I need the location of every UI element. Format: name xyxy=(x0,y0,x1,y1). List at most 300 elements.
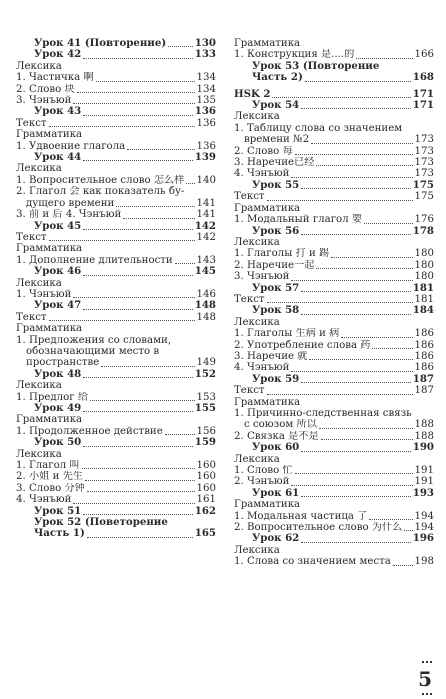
toc-entry-title: 2. Употребление слова 药 xyxy=(234,339,371,351)
toc-page-number: 184 xyxy=(412,304,434,317)
toc-section-heading xyxy=(234,38,434,49)
toc-entry-title: 1. Модальный глагол 要 xyxy=(234,214,363,226)
page-number-rule-bottom xyxy=(422,693,432,695)
toc-page-number: 173 xyxy=(414,157,434,169)
toc-page-number: 143 xyxy=(196,254,216,266)
toc-page-number: 188 xyxy=(414,419,434,431)
toc-page-number: 142 xyxy=(196,231,216,243)
toc-page-number: 194 xyxy=(414,522,434,534)
toc-section-heading xyxy=(234,203,434,214)
toc-entry-title: 2. Наречие一起 xyxy=(234,259,315,271)
toc-section-heading xyxy=(16,414,216,425)
dot-leader xyxy=(267,192,413,201)
toc-entry-title: Урок 57 xyxy=(252,282,300,294)
toc-entry-title: Текст xyxy=(234,385,265,397)
toc-section-heading xyxy=(234,397,434,408)
toc-entry-title: дущего времени xyxy=(26,197,115,209)
toc-lesson-entry xyxy=(234,305,434,316)
toc-entry-title: 3. Наречие已经 xyxy=(234,157,315,169)
toc-entry-title: Урок 53 (Повторение xyxy=(252,60,380,72)
toc-entry-title: 4. Чэнъюй xyxy=(16,494,72,506)
toc-item xyxy=(234,476,434,487)
toc-page-number: 194 xyxy=(414,510,434,522)
toc-page-number: 149 xyxy=(196,357,216,369)
toc-entry-title: Урок 50 xyxy=(34,437,82,449)
toc-page-number: 155 xyxy=(194,402,216,414)
toc-lesson-entry xyxy=(234,180,434,191)
dot-leader xyxy=(186,175,194,184)
toc-entry-title: пространстве xyxy=(26,357,100,369)
dot-leader xyxy=(82,460,195,469)
toc-item xyxy=(234,362,434,373)
toc-page-number: 160 xyxy=(196,460,216,472)
dot-leader xyxy=(356,50,412,59)
toc-item xyxy=(16,335,216,346)
dot-leader xyxy=(272,89,410,98)
toc-entry-title: Текст xyxy=(16,117,47,129)
toc-item-continued xyxy=(16,357,216,368)
toc-page-number: 187 xyxy=(412,372,434,385)
toc-item xyxy=(234,511,434,522)
toc-item-continued xyxy=(234,419,434,430)
dot-leader xyxy=(267,294,413,303)
dot-leader xyxy=(309,351,412,360)
dot-leader xyxy=(83,506,192,515)
dot-leader xyxy=(87,529,193,538)
toc-item xyxy=(234,328,434,339)
toc-entry-title: 1. Частичка 啊 xyxy=(16,72,94,84)
toc-item-continued xyxy=(16,346,216,357)
toc-item xyxy=(16,141,216,152)
toc-page-number: 181 xyxy=(414,293,434,305)
toc-item xyxy=(234,260,434,271)
dot-leader xyxy=(301,374,410,383)
toc-entry-title: с союзом 所以 xyxy=(244,419,317,431)
toc-page-number: 153 xyxy=(196,391,216,403)
toc-page-number: 186 xyxy=(414,350,434,362)
dot-leader xyxy=(291,363,412,372)
toc-entry-title: Лексика xyxy=(234,544,280,556)
dot-leader xyxy=(301,226,410,235)
toc-entry-title: 1. Слова со значением места xyxy=(234,556,391,568)
dot-leader xyxy=(49,118,195,127)
toc-lesson-entry xyxy=(234,488,434,499)
dot-leader xyxy=(87,483,195,492)
toc-page-number: 178 xyxy=(412,224,434,237)
dot-leader xyxy=(316,260,412,269)
toc-entry-title: 2. Вопросительное слово 为什么 xyxy=(234,522,403,534)
dot-leader xyxy=(301,180,410,189)
toc-entry-title: 3. Чэнъюй xyxy=(16,95,72,107)
toc-section-heading xyxy=(234,294,434,305)
dot-leader xyxy=(101,358,194,367)
toc-section-heading xyxy=(16,312,216,323)
toc-entry-title: Лексика xyxy=(234,453,280,465)
dot-leader xyxy=(404,522,412,531)
toc-lesson-entry xyxy=(16,266,216,277)
dot-leader xyxy=(83,107,192,116)
toc-page-number: 176 xyxy=(414,214,434,226)
toc-page-number: 134 xyxy=(196,83,216,95)
toc-entry-title: Лексика xyxy=(16,380,62,392)
toc-entry-title: Урок 52 (Поветорение xyxy=(34,517,168,529)
toc-lesson-entry xyxy=(234,61,434,72)
toc-page-number: 186 xyxy=(414,328,434,340)
toc-item xyxy=(16,494,216,505)
toc-page-number: 136 xyxy=(194,105,216,118)
dot-leader xyxy=(316,157,412,166)
toc-page-number: 175 xyxy=(414,191,434,203)
toc-page-number: 140 xyxy=(196,174,216,186)
toc-entry-title: Текст xyxy=(16,311,47,323)
toc-page-number: 160 xyxy=(196,471,216,483)
toc-item xyxy=(16,289,216,300)
toc-right-column xyxy=(234,38,434,568)
toc-page-number: 160 xyxy=(196,482,216,494)
dot-leader xyxy=(311,135,412,144)
toc-entry-title: Урок 41 (Повторение) xyxy=(34,38,167,49)
toc-entry-title: Урок 47 xyxy=(34,300,82,312)
dot-leader xyxy=(305,73,411,82)
toc-lesson-entry xyxy=(16,106,216,117)
toc-item-continued xyxy=(234,134,434,145)
toc-section-heading xyxy=(16,232,216,243)
toc-item xyxy=(234,465,434,476)
toc-item xyxy=(234,271,434,282)
toc-entry-title: Лексика xyxy=(234,236,280,248)
dot-leader xyxy=(83,267,192,276)
dot-leader xyxy=(291,477,412,486)
toc-entry-title: 1. Продолженное действие xyxy=(16,425,163,437)
toc-page-number: 171 xyxy=(412,99,434,112)
toc-entry-title: 2. Глагол 会 как показатель бу- xyxy=(16,186,185,198)
toc-entry-title: Урок 60 xyxy=(252,442,300,454)
toc-page-number: 191 xyxy=(414,476,434,488)
toc-page-number: 180 xyxy=(414,271,434,283)
toc-entry-title: 2. Чэнъюй xyxy=(234,476,290,488)
toc-entry-title: Урок 43 xyxy=(34,106,82,118)
toc-entry-title: Урок 45 xyxy=(34,220,82,232)
toc-entry-title: Текст xyxy=(234,293,265,305)
toc-page-number: 148 xyxy=(194,299,216,312)
toc-page-number: 135 xyxy=(196,95,216,107)
toc-entry-title: обозначающими место в xyxy=(26,345,160,357)
toc-page-number: 142 xyxy=(194,219,216,232)
dot-leader xyxy=(301,283,410,292)
toc-lesson-entry xyxy=(234,100,434,111)
toc-entry-title: 2. Связка 是不是 xyxy=(234,430,319,442)
toc-page-number: 180 xyxy=(414,259,434,271)
dot-leader xyxy=(83,438,192,447)
toc-entry-title: времени №2 xyxy=(244,134,310,146)
toc-lesson-entry-continued xyxy=(16,528,216,539)
toc-page-number: 187 xyxy=(414,385,434,397)
toc-entry-title: Урок 55 xyxy=(252,179,300,191)
toc-entry-title: Грамматика xyxy=(234,499,301,511)
toc-item xyxy=(234,168,434,179)
toc-entry-title: Урок 62 xyxy=(252,533,300,545)
toc-lesson-entry xyxy=(16,403,216,414)
toc-page-number: 171 xyxy=(412,87,434,100)
toc-entry-title: Урок 54 xyxy=(252,100,300,112)
toc-entry-title: 3. Слово 分钟 xyxy=(16,482,85,494)
dot-leader xyxy=(301,488,410,497)
toc-page-number: 133 xyxy=(194,48,216,61)
toc-entry-title: 1. Глагол 叫 xyxy=(16,460,80,472)
dot-leader xyxy=(90,392,195,401)
toc-page-number: 188 xyxy=(414,430,434,442)
dot-leader xyxy=(83,403,192,412)
toc-entry-title: Урок 58 xyxy=(252,305,300,317)
toc-page-number: 186 xyxy=(414,339,434,351)
dot-leader xyxy=(321,431,413,440)
toc-entry-title: Урок 56 xyxy=(252,225,300,237)
toc-lesson-entry xyxy=(16,369,216,380)
dot-leader xyxy=(291,272,412,281)
toc-entry-title: 3. Чэнъюй xyxy=(234,271,290,283)
toc-lesson-entry xyxy=(234,283,434,294)
page-number: 5 xyxy=(418,667,432,691)
toc-page-number: 141 xyxy=(196,197,216,209)
toc-entry-title: Лексика xyxy=(234,111,280,123)
dot-leader xyxy=(83,301,192,310)
toc-entry-title: 2. 小姐 и 先生 xyxy=(16,471,83,483)
toc-item xyxy=(16,72,216,83)
dot-leader xyxy=(291,169,412,178)
toc-page-number: 190 xyxy=(412,441,434,454)
toc-entry-title: 1. Вопросительное слово 怎么样 xyxy=(16,174,185,186)
dot-leader xyxy=(77,84,195,93)
dot-leader xyxy=(364,215,412,224)
toc-page-number: 145 xyxy=(194,265,216,278)
dot-leader xyxy=(73,95,194,104)
dot-leader xyxy=(301,100,410,109)
toc-page-number: 156 xyxy=(196,425,216,437)
dot-leader xyxy=(83,50,192,59)
toc-page-number: 134 xyxy=(196,72,216,84)
toc-item xyxy=(234,431,434,442)
toc-page-number: 173 xyxy=(414,134,434,146)
toc-item xyxy=(16,471,216,482)
toc-page-number: 173 xyxy=(414,145,434,157)
toc-entry-title: Лексика xyxy=(16,448,62,460)
toc-item xyxy=(16,84,216,95)
toc-entry-title: Часть 2) xyxy=(252,72,303,84)
toc-entry-title: 1. Модальная частица 了 xyxy=(234,510,368,522)
toc-section-heading xyxy=(16,278,216,289)
dot-leader xyxy=(49,232,195,241)
toc-item xyxy=(16,255,216,266)
toc-section-heading xyxy=(234,237,434,248)
toc-lesson-entry xyxy=(16,49,216,60)
dot-leader xyxy=(331,249,412,258)
page-number-rule-top xyxy=(422,661,432,663)
toc-entry-title: 2. Слово 块 xyxy=(16,83,75,95)
dot-leader xyxy=(96,73,195,82)
toc-entry-title: 1. Слово 忙 xyxy=(234,465,293,477)
dot-leader xyxy=(341,329,412,338)
toc-page-number: 181 xyxy=(412,281,434,294)
toc-section-heading xyxy=(16,118,216,129)
dot-leader xyxy=(85,472,195,481)
toc-page-number: 159 xyxy=(194,436,216,449)
toc-entry-title: 1. Удвоение глагола xyxy=(16,140,126,152)
dot-leader xyxy=(116,198,194,207)
toc-page-number: 191 xyxy=(414,465,434,477)
toc-lesson-entry xyxy=(234,374,434,385)
toc-entry-title: Текст xyxy=(16,231,47,243)
toc-section-heading xyxy=(234,454,434,465)
toc-entry-title: 3. Наречие 就 xyxy=(234,350,308,362)
toc-item xyxy=(16,186,216,197)
toc-entry-title: 1. Таблицу слова со значением xyxy=(234,122,403,134)
toc-entry-title: 1. Глаголы 生病 и 病 xyxy=(234,328,340,340)
toc-entry-title: Часть 1) xyxy=(34,528,85,540)
toc-item xyxy=(234,351,434,362)
toc-entry-title: Урок 46 xyxy=(34,266,82,278)
dot-leader xyxy=(295,465,413,474)
toc-entry-title: Лексика xyxy=(234,316,280,328)
toc-page-number: 136 xyxy=(196,140,216,152)
dot-leader xyxy=(73,495,194,504)
toc-entry-title: Урок 49 xyxy=(34,403,82,414)
dot-leader xyxy=(83,221,192,230)
toc-page-number: 173 xyxy=(414,168,434,180)
toc-page-number: 152 xyxy=(194,367,216,380)
dot-leader xyxy=(73,289,194,298)
toc-item xyxy=(16,426,216,437)
toc-lesson-entry xyxy=(234,226,434,237)
toc-entry-title: Лексика xyxy=(16,277,62,289)
toc-section-heading xyxy=(16,129,216,140)
toc-entry-title: Грамматика xyxy=(234,202,301,214)
toc-section-heading xyxy=(16,380,216,391)
toc-lesson-entry xyxy=(16,506,216,517)
dot-leader xyxy=(49,312,195,321)
toc-item xyxy=(16,392,216,403)
dot-leader xyxy=(393,557,413,566)
toc-section-heading xyxy=(234,385,434,396)
toc-page-number: 141 xyxy=(196,209,216,221)
toc-entry-title: 1. Предлог 给 xyxy=(16,391,89,403)
toc-item xyxy=(234,556,434,567)
toc-page-number: 148 xyxy=(196,311,216,323)
toc-page-number: 198 xyxy=(414,556,434,568)
toc-entry-title: Грамматика xyxy=(234,396,301,408)
toc-page-number: 161 xyxy=(196,494,216,506)
toc-lesson-entry-continued xyxy=(234,72,434,83)
toc-entry-title: Грамматика xyxy=(16,129,83,141)
toc-entry-title: 1. Конструкция 是....的 xyxy=(234,49,355,61)
toc-section-heading xyxy=(234,545,434,556)
toc-page-number: 196 xyxy=(412,532,434,545)
toc-item xyxy=(234,146,434,157)
toc-lesson-entry xyxy=(234,533,434,544)
toc-page-number: 175 xyxy=(412,178,434,191)
dot-leader xyxy=(168,38,193,47)
toc-entry-title: 1. Дополнение длительности xyxy=(16,254,173,266)
toc-entry-title: 4. Чэнъюй xyxy=(234,168,290,180)
dot-leader xyxy=(165,426,195,435)
toc-item xyxy=(16,175,216,186)
toc-section-heading xyxy=(234,111,434,122)
toc-lesson-entry xyxy=(16,300,216,311)
dot-leader xyxy=(175,255,195,264)
toc-page-number: 146 xyxy=(196,288,216,300)
toc-entry-title: Урок 44 xyxy=(34,152,82,164)
toc-page-number: 166 xyxy=(414,49,434,61)
toc-entry-title: Урок 42 xyxy=(34,49,82,61)
toc-entry-title: HSK 2 xyxy=(234,88,271,100)
dot-leader xyxy=(369,511,412,520)
toc-item xyxy=(234,340,434,351)
toc-level-heading xyxy=(234,89,434,100)
toc-entry-title: Урок 59 xyxy=(252,373,300,385)
dot-leader xyxy=(295,146,413,155)
dot-leader xyxy=(123,210,194,219)
toc-item-continued xyxy=(16,198,216,209)
dot-leader xyxy=(301,443,410,452)
toc-entry-title: Грамматика xyxy=(16,243,83,255)
toc-lesson-entry xyxy=(16,517,216,528)
toc-item xyxy=(16,460,216,471)
toc-entry-title: 1. Предложения со словами, xyxy=(16,334,172,346)
dot-leader xyxy=(301,534,410,543)
toc-item xyxy=(16,483,216,494)
toc-section-heading xyxy=(234,499,434,510)
toc-page-number: 180 xyxy=(414,248,434,260)
toc-entry-title: 1. Глаголы 打 и 踢 xyxy=(234,248,330,260)
toc-page-number: 165 xyxy=(194,527,216,540)
dot-leader xyxy=(83,152,192,161)
toc-entry-title: 4. Чэнъюй xyxy=(234,362,290,374)
toc-entry-title: 1. Чэнъюй xyxy=(16,288,72,300)
toc-section-heading xyxy=(16,61,216,72)
toc-page-number: 186 xyxy=(414,362,434,374)
toc-entry-title: Урок 61 xyxy=(252,487,300,499)
toc-section-heading xyxy=(16,243,216,254)
dot-leader xyxy=(83,369,192,378)
toc-entry-title: Грамматика xyxy=(16,414,83,426)
toc-entry-title: Лексика xyxy=(16,163,62,175)
toc-item xyxy=(16,95,216,106)
toc-lesson-entry xyxy=(16,437,216,448)
toc-entry-title: Лексика xyxy=(16,60,62,72)
toc-item xyxy=(234,408,434,419)
toc-item xyxy=(234,123,434,134)
toc-item xyxy=(234,157,434,168)
toc-item xyxy=(234,49,434,60)
toc-lesson-entry xyxy=(16,152,216,163)
toc-entry-title: Текст xyxy=(234,191,265,203)
toc-section-heading xyxy=(234,317,434,328)
dot-leader xyxy=(301,306,410,315)
toc-entry-title: Грамматика xyxy=(16,323,83,335)
toc-page-number: 168 xyxy=(412,71,434,84)
toc-page-number: 136 xyxy=(196,117,216,129)
toc-section-heading xyxy=(16,163,216,174)
toc-section-heading xyxy=(16,449,216,460)
dot-leader xyxy=(127,141,194,150)
toc-section-heading xyxy=(16,323,216,334)
toc-entry-title: Грамматика xyxy=(234,38,301,49)
toc-entry-title: 3. 前 и 后 4. Чэнъюй xyxy=(16,209,122,221)
toc-entry-title: 1. Причинно-следственная связь xyxy=(234,408,412,419)
dot-leader xyxy=(372,340,412,349)
toc-entry-title: Урок 48 xyxy=(34,368,82,380)
toc-section-heading xyxy=(234,191,434,202)
toc-entry-title: Урок 51 xyxy=(34,505,82,517)
